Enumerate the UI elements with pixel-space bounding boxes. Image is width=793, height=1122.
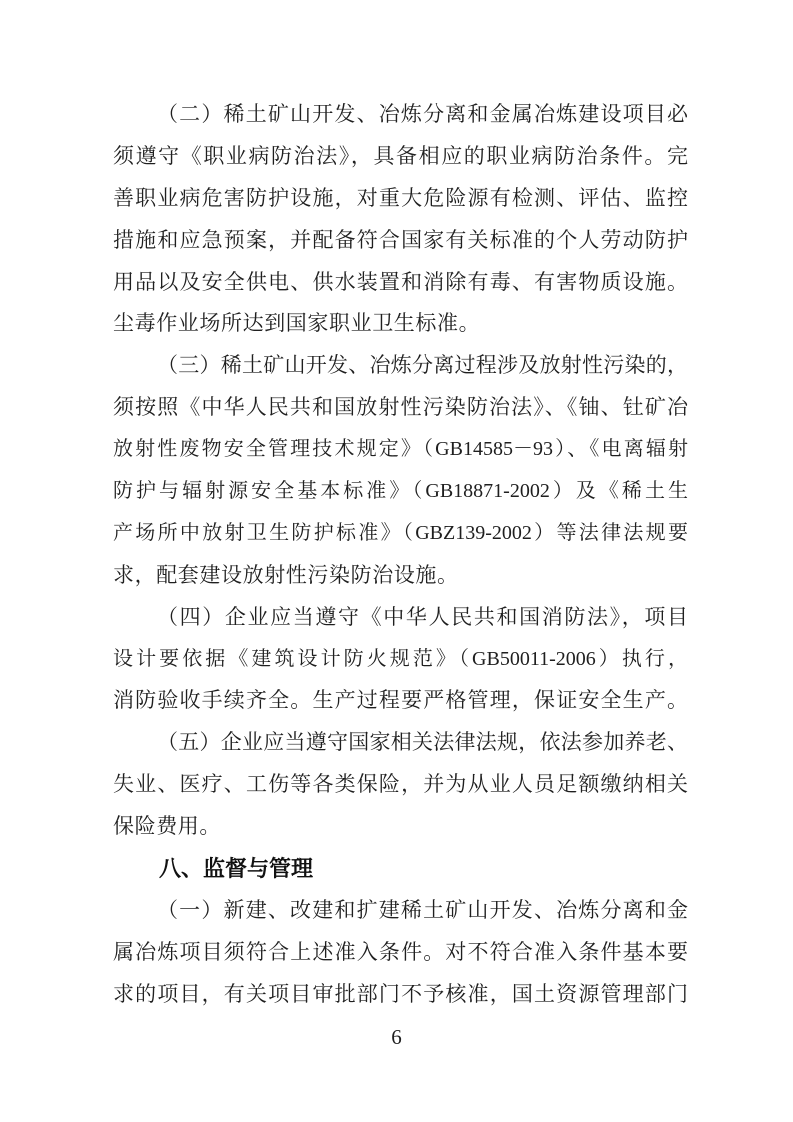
text-line: 求，配套建设放射性污染防治设施。 (113, 562, 459, 587)
text-line: 属冶炼项目须符合上述准入条件。对不符合准入条件基本要 (113, 939, 688, 964)
document-text-block (113, 94, 688, 1016)
text-line: 善职业病危害防护设施，对重大危险源有检测、评估、监控 (113, 185, 688, 210)
section-heading: 八、监督与管理 (159, 856, 314, 882)
text-line: 措施和应急预案，并配备符合国家有关标准的个人劳动防护 (113, 227, 688, 252)
text-line: 须遵守《职业病防治法》，具备相应的职业病防治条件。完 (113, 143, 688, 168)
text-line: 失业、医疗、工伤等各类保险，并为从业人员足额缴纳相关 (113, 772, 688, 797)
text-line: （一）新建、改建和扩建稀土矿山开发、冶炼分离和金 (157, 897, 688, 922)
text-line: 设计要依据《建筑设计防火规范》（GB50011-2006）执行， (113, 647, 688, 670)
text-line: 用品以及安全供电、供水装置和消除有毒、有害物质设施。 (113, 269, 688, 294)
text-line: （五）企业应当遵守国家相关法律法规，依法参加养老、 (157, 730, 688, 755)
text-line: 保险费用。 (113, 814, 221, 839)
text-line: 尘毒作业场所达到国家职业卫生标准。 (113, 311, 481, 336)
text-line: （三）稀土矿山开发、冶炼分离过程涉及放射性污染的， (157, 353, 688, 378)
text-line: （四）企业应当遵守《中华人民共和国消防法》，项目 (157, 604, 688, 629)
text-line: 产场所中放射卫生防护标准》（GBZ139-2002）等法律法规要 (113, 521, 688, 544)
text-line: 消防验收手续齐全。生产过程要严格管理，保证安全生产。 (113, 688, 688, 713)
page-number: 6 (391, 1025, 402, 1049)
text-line: 须按照《中华人民共和国放射性污染防治法》、《铀、钍矿冶 (113, 395, 688, 420)
text-line: 防护与辐射源安全基本标准》（GB18871-2002）及《稀土生 (113, 480, 688, 503)
text-line: （二）稀土矿山开发、冶炼分离和金属冶炼建设项目必 (157, 102, 688, 126)
text-line: 求的项目，有关项目审批部门不予核准，国土资源管理部门 (113, 981, 688, 1006)
text-line: 放射性废物安全管理技术规定》（GB14585－93）、《电离辐射 (113, 438, 688, 461)
